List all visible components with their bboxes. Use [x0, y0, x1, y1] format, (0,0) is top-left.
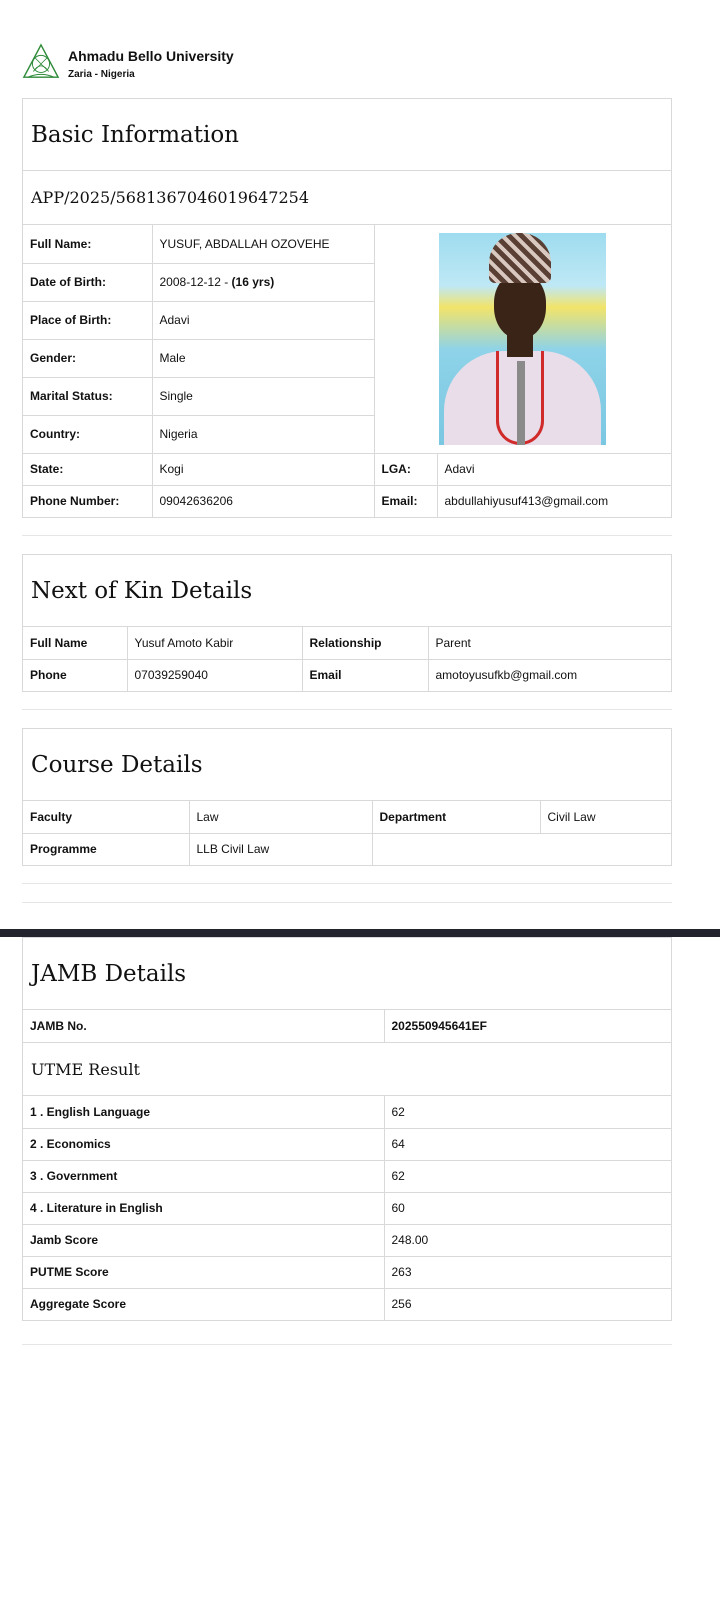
value-gender: Male	[152, 339, 374, 377]
label-place-of-birth: Place of Birth:	[23, 301, 152, 339]
aggregate-score-label: Aggregate Score	[23, 1288, 384, 1320]
utme-result-title: UTME Result	[23, 1042, 671, 1096]
next-of-kin-section	[22, 554, 672, 692]
value-place-of-birth: Adavi	[152, 301, 374, 339]
label-gender: Gender:	[23, 339, 152, 377]
label-phone: Phone Number:	[23, 485, 152, 517]
section-title: Basic Information	[23, 99, 671, 171]
basic-info-table	[23, 225, 671, 517]
divider	[22, 535, 672, 536]
subject-label: 1 . English Language	[23, 1096, 384, 1128]
label-full-name: Full Name:	[23, 225, 152, 263]
label-programme: Programme	[23, 833, 189, 865]
label-dob: Date of Birth:	[23, 263, 152, 301]
applicant-photo	[439, 233, 606, 445]
value-state: Kogi	[152, 453, 374, 485]
value-country: Nigeria	[152, 415, 374, 453]
table-row	[23, 1192, 671, 1224]
table-row	[23, 1096, 671, 1128]
table-row	[23, 485, 671, 517]
photo-cell	[374, 225, 671, 453]
section-title: Next of Kin Details	[23, 555, 671, 627]
table-row	[23, 1160, 671, 1192]
kin-table	[23, 627, 671, 691]
aggregate-score-value: 256	[384, 1288, 671, 1320]
course-table	[23, 801, 671, 865]
table-row	[23, 801, 671, 833]
subject-label: 4 . Literature in English	[23, 1192, 384, 1224]
table-row	[23, 1128, 671, 1160]
label-kin-name: Full Name	[23, 627, 127, 659]
value-full-name: YUSUF, ABDALLAH OZOVEHE	[152, 225, 374, 263]
divider	[22, 709, 672, 710]
basic-information-section	[22, 98, 672, 518]
subject-score: 62	[384, 1160, 671, 1192]
table-row	[23, 659, 671, 691]
putme-score-value: 263	[384, 1256, 671, 1288]
section-title: JAMB Details	[23, 938, 671, 1010]
label-marital-status: Marital Status:	[23, 377, 152, 415]
table-row	[23, 1010, 671, 1042]
value-phone: 09042636206	[152, 485, 374, 517]
table-row	[23, 1288, 671, 1320]
label-jamb-no: JAMB No.	[23, 1010, 384, 1042]
value-department: Civil Law	[540, 801, 671, 833]
subject-score: 64	[384, 1128, 671, 1160]
value-lga: Adavi	[437, 453, 671, 485]
label-department: Department	[372, 801, 540, 833]
divider	[22, 1344, 672, 1345]
label-email: Email:	[374, 485, 437, 517]
value-dob: 2008-12-12 - (16 yrs)	[152, 263, 374, 301]
table-row	[23, 225, 671, 263]
label-kin-email: Email	[302, 659, 428, 691]
application-number: APP/2025/5681367046019647254	[23, 171, 671, 225]
putme-score-label: PUTME Score	[23, 1256, 384, 1288]
label-country: Country:	[23, 415, 152, 453]
table-row	[23, 453, 671, 485]
jamb-score-label: Jamb Score	[23, 1224, 384, 1256]
university-logo-icon	[22, 42, 60, 82]
table-row	[23, 1224, 671, 1256]
subject-score: 62	[384, 1096, 671, 1128]
value-email: abdullahiyusuf413@gmail.com	[437, 485, 671, 517]
section-title: Course Details	[23, 729, 671, 801]
value-marital-status: Single	[152, 377, 374, 415]
value-kin-phone: 07039259040	[127, 659, 302, 691]
course-details-section	[22, 728, 672, 866]
table-row	[23, 1256, 671, 1288]
subject-label: 2 . Economics	[23, 1128, 384, 1160]
page-break-bar	[0, 929, 720, 937]
subject-label: 3 . Government	[23, 1160, 384, 1192]
empty-cell	[372, 833, 671, 865]
university-location: Zaria - Nigeria	[68, 69, 135, 80]
jamb-number-table	[23, 1010, 671, 1042]
label-faculty: Faculty	[23, 801, 189, 833]
label-kin-phone: Phone	[23, 659, 127, 691]
age-value: (16 yrs)	[231, 275, 275, 289]
value-kin-name: Yusuf Amoto Kabir	[127, 627, 302, 659]
divider	[22, 883, 672, 884]
jamb-score-value: 248.00	[384, 1224, 671, 1256]
label-state: State:	[23, 453, 152, 485]
utme-result-table	[23, 1096, 671, 1320]
value-kin-email: amotoyusufkb@gmail.com	[428, 659, 671, 691]
university-name: Ahmadu Bello University	[68, 48, 234, 64]
table-row	[23, 833, 671, 865]
label-lga: LGA:	[374, 453, 437, 485]
value-faculty: Law	[189, 801, 372, 833]
table-row	[23, 627, 671, 659]
page-header	[22, 42, 662, 86]
value-programme: LLB Civil Law	[189, 833, 372, 865]
divider	[22, 902, 672, 903]
subject-score: 60	[384, 1192, 671, 1224]
jamb-details-section	[22, 937, 672, 1321]
value-jamb-no: 202550945641EF	[384, 1010, 671, 1042]
value-relationship: Parent	[428, 627, 671, 659]
label-relationship: Relationship	[302, 627, 428, 659]
